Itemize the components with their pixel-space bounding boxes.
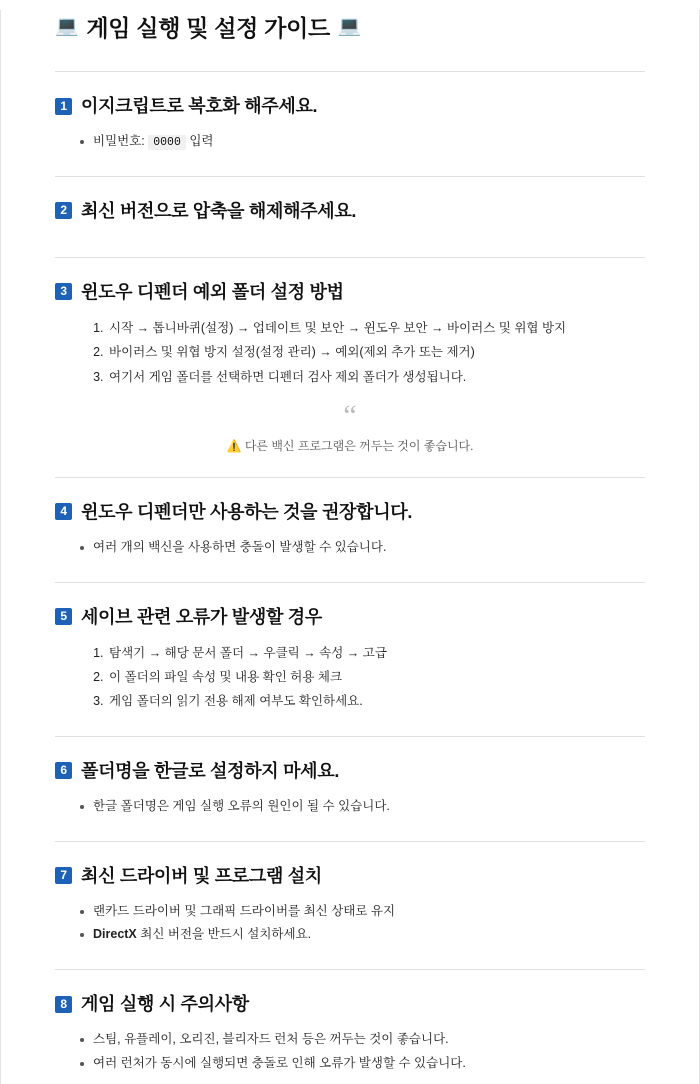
page-title-text: 게임 실행 및 설정 가이드 [86, 15, 330, 41]
page-title [55, 10, 645, 49]
step-number-badge: 8 [55, 996, 72, 1013]
directx-label: DirectX [93, 927, 137, 942]
list-item: 1. 탐색기 → 해당 문서 폴더 → 우클릭 → 속성 → 고급 [107, 641, 645, 665]
list-item: 1. 시작 → 톱니바퀴(설정) → 업데이트 및 보안 → 윈도우 보안 → 바이러스 및 위협 방지 [107, 316, 645, 340]
step-title-text: 폴더명을 한글로 설정하지 마세요. [81, 760, 340, 781]
list-item: 랜카드 드라이버 및 그래픽 드라이버를 최신 상태로 유지 [93, 900, 645, 924]
section-step-8 [55, 970, 645, 1076]
list-item: 스팀, 유플레이, 오리진, 블리자드 런처 등은 꺼두는 것이 좋습니다. [93, 1028, 645, 1052]
bullet-list [55, 795, 645, 819]
list-item: 3. 게임 폴더의 읽기 전용 해제 여부도 확인하세요. [107, 689, 645, 713]
section-step-5 [55, 583, 645, 714]
section-step-3 [55, 258, 645, 455]
step-number-badge: 4 [55, 503, 72, 520]
step-title-text: 최신 버전으로 압축을 해제해주세요. [81, 200, 357, 221]
step-title-text: 게임 실행 시 주의사항 [81, 994, 249, 1015]
quote-text [227, 439, 474, 453]
step-number-badge: 5 [55, 608, 72, 625]
step-heading [55, 757, 645, 783]
step-heading [55, 862, 645, 888]
step-heading [55, 92, 645, 118]
bullet-text-post: 입력 [185, 134, 214, 148]
laptop-icon: 💻 [337, 16, 362, 37]
bullet-text-pre: 비밀번호: [93, 134, 149, 148]
bullet-list [55, 130, 645, 154]
step-title-text: 윈도우 디펜더만 사용하는 것을 권장합니다. [81, 501, 413, 522]
step-number-badge: 3 [55, 283, 72, 300]
document-page [0, 10, 700, 1084]
list-item [93, 130, 645, 154]
step-heading [55, 278, 645, 304]
step-title-text: 세이브 관련 오류가 발생할 경우 [81, 606, 322, 627]
quote-mark-icon: “ [343, 398, 357, 432]
section-step-2 [55, 177, 645, 235]
step-title-text: 이지크립트로 복호화 해주세요. [81, 96, 318, 116]
note-quote [55, 398, 645, 455]
section-step-1 [55, 72, 645, 154]
page-edge-left [0, 10, 1, 1084]
step-heading [55, 990, 645, 1016]
section-step-7 [55, 842, 645, 948]
ordered-list [55, 316, 645, 389]
list-item [93, 923, 645, 947]
password-code: 0000 [148, 135, 186, 150]
step-title-text: 윈도우 디펜더 예외 폴더 설정 방법 [81, 281, 344, 302]
step-number-badge: 1 [55, 98, 72, 115]
ordered-list [55, 641, 645, 714]
list-item: 2. 이 폴더의 파일 속성 및 내용 확인 허용 체크 [107, 665, 645, 689]
laptop-icon: 💻 [55, 16, 79, 37]
bullet-text: 최신 버전을 반드시 설치하세요. [136, 927, 312, 942]
step-number-badge: 2 [55, 202, 72, 219]
step-heading [55, 603, 645, 629]
step-title-text: 최신 드라이버 및 프로그램 설치 [81, 865, 322, 886]
list-item: 한글 폴더명은 게임 실행 오류의 원인이 될 수 있습니다. [93, 795, 645, 819]
list-item: 3. 여기서 게임 폴더를 선택하면 디펜더 검사 제외 폴더가 생성됩니다. [107, 365, 645, 389]
quote-text-body: 다른 백신 프로그램은 꺼두는 것이 좋습니다. [244, 438, 474, 453]
step-number-badge: 7 [55, 867, 72, 884]
bullet-list [55, 900, 645, 948]
bullet-list [55, 1028, 645, 1076]
section-step-6 [55, 737, 645, 819]
list-item: 2. 바이러스 및 위협 방지 설정(설정 관리) → 예외(제외 추가 또는 제거) [107, 340, 645, 364]
step-heading [55, 498, 645, 524]
list-item: 여러 런처가 동시에 실행되면 충돌로 인해 오류가 발생할 수 있습니다. [93, 1052, 645, 1076]
step-number-badge: 6 [55, 762, 72, 779]
list-item: 여러 개의 백신을 사용하면 충돌이 발생할 수 있습니다. [93, 536, 645, 560]
section-step-4 [55, 478, 645, 560]
bullet-list [55, 536, 645, 560]
warning-icon: ⚠️ [226, 438, 242, 453]
step-heading [55, 197, 645, 223]
